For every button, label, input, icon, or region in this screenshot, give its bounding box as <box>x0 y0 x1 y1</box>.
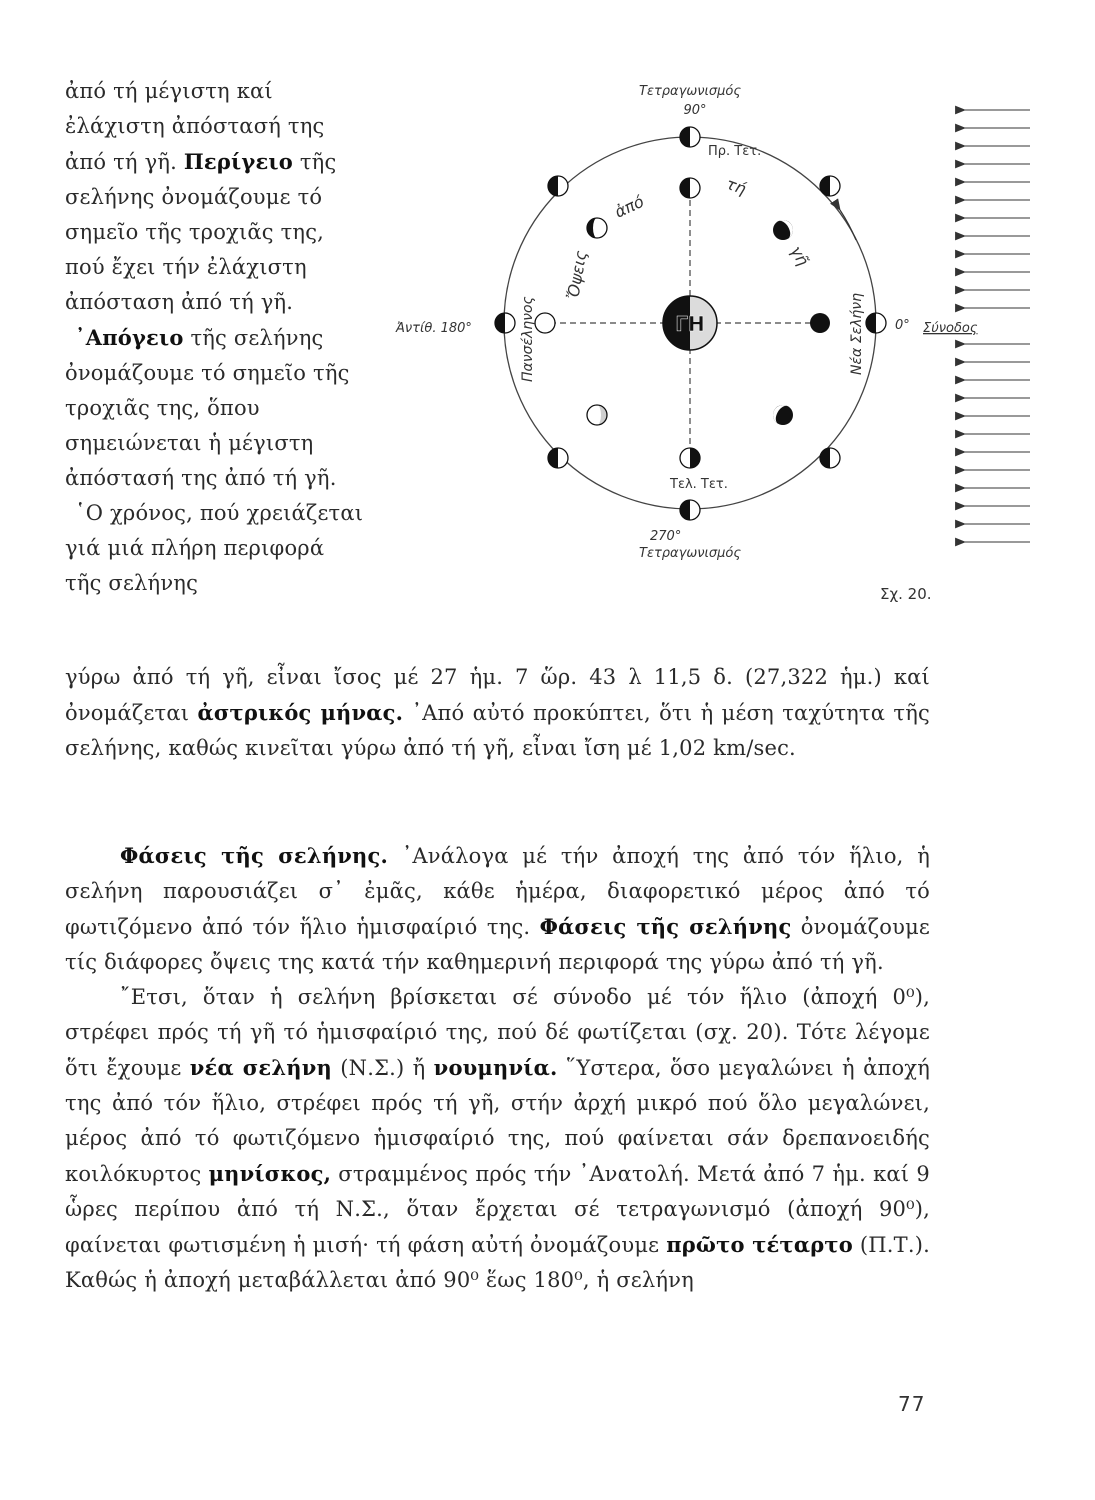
phase-new-moon <box>810 313 830 333</box>
paragraph-apogee: ᾿Απόγειο τῆς σελήνης ὀνομάζουμε τό σημεῖο τῆς τροχιᾶς της, ὅπου σημειώνεται ἡ μέγιστη ἀπόστασή της ἀπό τή γῆ. <box>65 325 350 490</box>
earth-icon <box>663 296 717 350</box>
section-heading: Φάσεις τῆς σελήνης. <box>120 843 389 868</box>
label-bottom-quadrature: Τετραγωνισμός <box>639 546 741 561</box>
label-first-quarter: Πρ. Τετ. <box>708 144 762 159</box>
label-full-moon: Πανσέληνος <box>520 296 536 382</box>
phase-waxing-crescent <box>773 216 797 240</box>
phase-last-quarter <box>680 448 700 468</box>
orbit-moon-lower-right <box>820 448 840 468</box>
term-crescent: μηνίσκος, <box>208 1161 332 1186</box>
orbit-moon-right <box>866 313 886 333</box>
left-column-text <box>65 74 365 601</box>
paragraph-sidereal-start: ῾Ο χρόνος, πού χρειάζεται γιά μιά πλήρη περιφορά τῆς σελήνης <box>65 501 364 595</box>
phase-waning-gibbous <box>587 405 607 425</box>
orbit-moon-lower-left <box>548 448 568 468</box>
section-moon-phases <box>65 838 930 1298</box>
orbit-moon-top <box>680 127 700 147</box>
paragraph-perigee: ἀπό τή μέγιστη καί ἐλάχιστη ἀπόστασή της ἀπό τή γῆ. Περίγειο τῆς σελήνης ὀνομάζουμε τό σημεῖο τῆς τροχιᾶς της, πού ἔχει τήν ἐλάχιστη ἀπόσταση ἀπό τή γῆ. <box>65 79 337 314</box>
paragraph-phases-definition: Φάσεις τῆς σελήνης. ᾿Ανάλογα μέ τήν ἀποχή της ἀπό τόν ἥλιο, ἡ σελήνη παρουσιάζει σ᾿ ἐμᾶς, κάθε ἡμέρα, διαφορετικό μέρος ἀπό τό φωτιζόμενο ἀπό τόν ἥλιο ἡμισφαίριό της. Φάσεις τῆς σελήνης ὀνομάζουμε τίς διάφορες ὄψεις της κατά τήν καθημερινή περιφορά της γύρω ἀπό τή γῆ. <box>65 843 931 974</box>
label-phases-word-1: Ὄψεις <box>563 249 591 301</box>
paragraph-new-moon: ῎Ετσι, ὅταν ἡ σελήνη βρίσκεται σέ σύνοδο μέ τόν ἥλιο (ἀποχή 0⁰), στρέφει πρός τή γῆ τό ἡμισφαίριό της, πού δέ φωτίζεται (σχ. 20). Τότε λέγομε ὅτι ἔχουμε νέα σελήνη (Ν.Σ.) ἤ νουμηνία. ῞Υστερα, ὅσο μεγαλώνει ἡ ἀποχή της ἀπό τόν ἥλιο, στρέφει πρός τή γῆ, στήν ἀρχή μικρό πού ὅλο μεγαλώνει, μέρος ἀπό τό φωτιζόμενο ἡμισφαίριό της, πού φαίνεται σάν δρεπανοειδής κοιλόκυρτος μηνίσκος, στραμμένος πρός τήν ᾿Ανατολή. Μετά ἀπό 7 ἡμ. καί 9 ὧρες περίπου ἀπό τή Ν.Σ., ὅταν ἔρχεται σέ τετραγωνισμό (ἀποχή 90⁰), φαίνεται φωτισμένη ἡ μισή· τή φάση αὐτή ὀνομάζουμε πρῶτο τέταρτο (Π.Τ.). Καθώς ἡ ἀποχή μεταβάλλεται ἀπό 90⁰ ἕως 180⁰, ἡ σελήνη <box>65 985 930 1292</box>
term-noumenia: νουμηνία. <box>433 1055 558 1080</box>
term-first-quarter: πρῶτο τέταρτο <box>666 1232 853 1257</box>
label-phases-word-4: γῆ <box>786 242 813 269</box>
earth-label: ΓΗ <box>675 312 705 336</box>
label-zero-degree: 0° <box>895 318 910 333</box>
label-bottom-degree: 270° <box>650 529 682 544</box>
continuation-text <box>65 660 930 766</box>
term-phases: Φάσεις τῆς σελήνης <box>539 914 792 939</box>
label-phases-word-2: ἀπό <box>611 191 647 222</box>
term-new-moon: νέα σελήνη <box>189 1055 332 1080</box>
label-opposition: Ἀντίθ. 180° <box>396 321 472 336</box>
phase-full-moon <box>535 313 555 333</box>
page-number: 77 <box>898 1392 926 1416</box>
label-top-degree: 90° <box>683 103 707 118</box>
paragraph-sidereal-month: γύρω ἀπό τή γῆ, εἶναι ἴσος μέ 27 ἡμ. 7 ὥρ. 43 λ 11,5 δ. (27,322 ἡμ.) καί ὀνομάζεται ἀστρικός μήνας. ᾿Από αὐτό προκύπτει, ὅτι ἡ μέση ταχύτητα τῆς σελήνης, καθώς κινεῖται γύρω ἀπό τή γῆ, εἶναι ἴση μέ 1,02 km/sec. <box>65 665 930 760</box>
term-apogee: ᾿Απόγειο <box>75 325 184 350</box>
label-phases-word-3: τή <box>723 173 749 199</box>
label-top-quadrature: Τετραγωνισμός <box>639 84 741 99</box>
label-conjunction: Σύνοδος <box>923 321 978 336</box>
moon-phases-diagram <box>390 70 1050 630</box>
term-perigee: Περίγειο <box>183 149 293 174</box>
phase-waning-crescent <box>769 401 793 425</box>
orbit-moon-bottom <box>680 500 700 520</box>
diagram-svg <box>390 70 1050 630</box>
label-new-moon: Νέα Σελήνη <box>849 293 865 375</box>
orbit-moon-upper-right <box>820 176 840 196</box>
orbit-moon-upper-left <box>548 176 568 196</box>
label-last-quarter: Τελ. Τετ. <box>670 477 728 492</box>
orbit-moon-left <box>495 313 515 333</box>
term-sidereal-month: ἀστρικός μήνας. <box>197 700 404 725</box>
phase-waxing-gibbous <box>587 218 607 238</box>
phase-first-quarter <box>680 178 700 198</box>
figure-caption: Σχ. 20. <box>880 585 932 603</box>
